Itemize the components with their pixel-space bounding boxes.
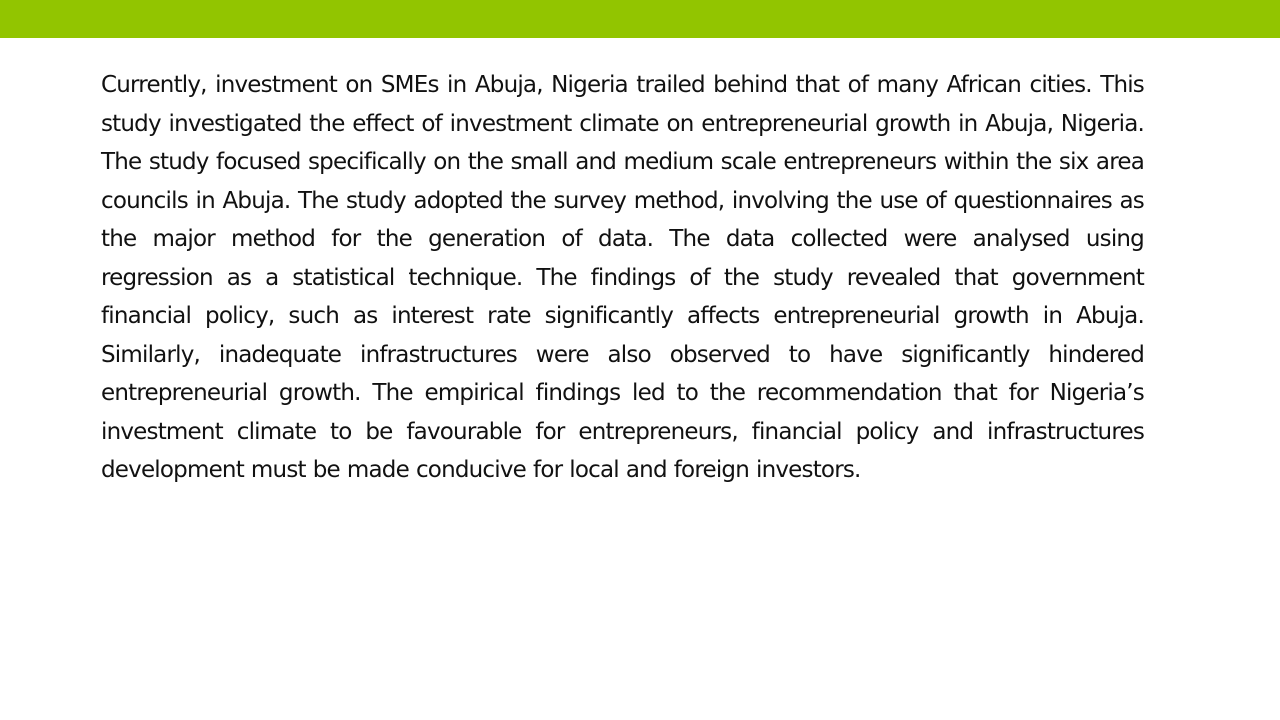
abstract-paragraph: Currently, investment on SMEs in Abuja, Nigeria trailed behind that of many African cities. This study investigated the effect of investment climate on entrepreneurial growth in Abuja, Nigeria. The study focused specifically on the small and medium scale entrepreneurs within the six area councils in Abuja. The study adopted the survey method, involving the use of questionnaires as the major method for the generation of data. The data collected were analysed using regression as a statistical technique. The findings of the study revealed that government financial policy, such as interest rate significantly affects entrepreneurial growth in Abuja. Similarly, inadequate infrastructures were also observed to have significantly hindered entrepreneurial growth. The empirical findings led to the recommendation that for Nigeria’s investment climate to be favourable for entrepreneurs, financial policy and infrastructures development must be made conducive for local and foreign investors. (101, 72, 1144, 483)
slide-top-accent-bar (0, 0, 1280, 38)
slide-content (101, 66, 1144, 490)
